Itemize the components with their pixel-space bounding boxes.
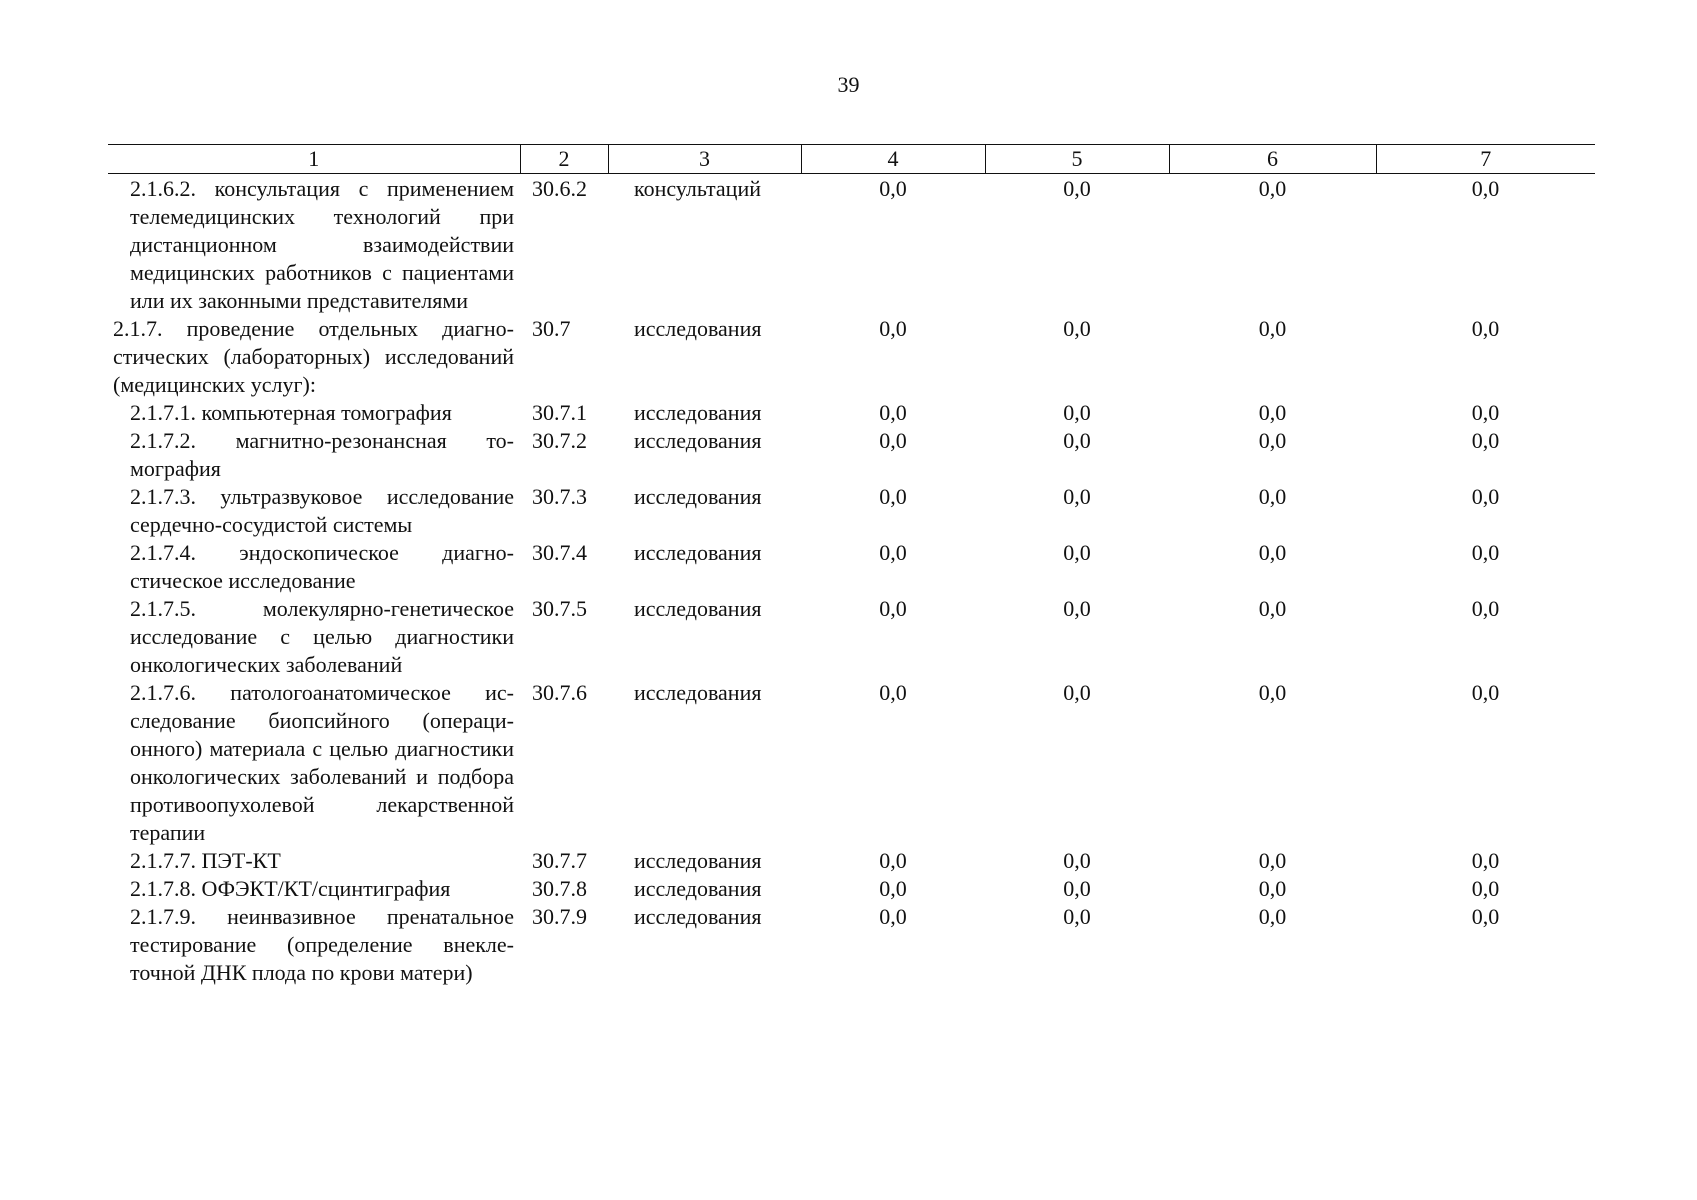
row-value-6: 0,0 xyxy=(1258,484,1287,509)
row-value-6: 0,0 xyxy=(1258,596,1287,621)
row-name: 2.1.7.5. молекулярно-генетическое исследование с целью диагностики онкологических заболеваний xyxy=(130,596,514,677)
row-unit: исследования xyxy=(634,540,762,565)
column-header-1: 1 xyxy=(108,145,520,174)
table-header-row xyxy=(108,145,1595,174)
row-unit: консультаций xyxy=(634,176,761,201)
row-name: 2.1.7.9. неинвазивное пренатальное тестирование (определение внеклеточной ДНК плода по крови матери) xyxy=(130,904,514,985)
row-value-7: 0,0 xyxy=(1471,484,1500,509)
row-code: 30.7 xyxy=(532,316,571,341)
row-value-4: 0,0 xyxy=(879,316,907,341)
row-value-4: 0,0 xyxy=(879,876,907,901)
row-code: 30.7.3 xyxy=(532,484,587,509)
row-value-5: 0,0 xyxy=(1063,904,1091,929)
row-code: 30.7.6 xyxy=(532,680,587,705)
row-name: 2.1.7.3. ультразвуковое исследование сердечно-сосудистой системы xyxy=(130,484,514,537)
column-header-2: 2 xyxy=(520,145,608,174)
table-row xyxy=(108,399,1595,427)
row-value-5: 0,0 xyxy=(1063,596,1091,621)
table-row xyxy=(108,539,1595,595)
row-name: 2.1.7.2. магнитно-резонансная томография xyxy=(130,428,514,481)
row-value-6: 0,0 xyxy=(1258,876,1287,901)
row-code: 30.7.8 xyxy=(532,876,587,901)
row-code: 30.7.5 xyxy=(532,596,587,621)
row-value-4: 0,0 xyxy=(879,540,907,565)
row-value-5: 0,0 xyxy=(1063,540,1091,565)
data-table xyxy=(108,144,1595,987)
row-value-5: 0,0 xyxy=(1063,876,1091,901)
row-value-7: 0,0 xyxy=(1471,904,1500,929)
row-name: 2.1.7.7. ПЭТ-КТ xyxy=(130,848,281,873)
row-unit: исследования xyxy=(634,904,762,929)
row-value-4: 0,0 xyxy=(879,904,907,929)
row-value-5: 0,0 xyxy=(1063,428,1091,453)
row-value-5: 0,0 xyxy=(1063,848,1091,873)
row-value-4: 0,0 xyxy=(879,680,907,705)
row-value-7: 0,0 xyxy=(1471,316,1500,341)
row-unit: исследования xyxy=(634,428,762,453)
table-row xyxy=(108,595,1595,679)
row-value-6: 0,0 xyxy=(1258,428,1287,453)
table-body xyxy=(108,174,1595,988)
row-code: 30.6.2 xyxy=(532,176,587,201)
column-header-5: 5 xyxy=(985,145,1169,174)
row-value-6: 0,0 xyxy=(1258,680,1287,705)
row-value-6: 0,0 xyxy=(1258,904,1287,929)
row-unit: исследования xyxy=(634,484,762,509)
row-value-7: 0,0 xyxy=(1471,428,1500,453)
row-unit: исследования xyxy=(634,876,762,901)
row-code: 30.7.1 xyxy=(532,400,587,425)
row-value-7: 0,0 xyxy=(1471,176,1500,201)
row-code: 30.7.7 xyxy=(532,848,587,873)
row-value-7: 0,0 xyxy=(1471,680,1500,705)
row-value-5: 0,0 xyxy=(1063,400,1091,425)
column-header-6: 6 xyxy=(1169,145,1376,174)
row-unit: исследования xyxy=(634,848,762,873)
page-number: 39 xyxy=(837,72,860,97)
row-value-7: 0,0 xyxy=(1471,596,1500,621)
table-row xyxy=(108,847,1595,875)
row-value-5: 0,0 xyxy=(1063,484,1091,509)
row-value-7: 0,0 xyxy=(1471,400,1500,425)
row-value-4: 0,0 xyxy=(879,176,907,201)
table-row xyxy=(108,903,1595,987)
row-unit: исследования xyxy=(634,596,762,621)
row-code: 30.7.9 xyxy=(532,904,587,929)
column-header-7: 7 xyxy=(1376,145,1595,174)
column-header-3: 3 xyxy=(608,145,801,174)
row-code: 30.7.4 xyxy=(532,540,587,565)
row-name: 2.1.7.4. эндоскопическое диагностическое исследование xyxy=(130,540,514,593)
row-unit: исследования xyxy=(634,400,762,425)
row-unit: исследования xyxy=(634,316,762,341)
row-value-5: 0,0 xyxy=(1063,316,1091,341)
row-value-6: 0,0 xyxy=(1258,316,1287,341)
table-row xyxy=(108,427,1595,483)
row-value-6: 0,0 xyxy=(1258,848,1287,873)
row-value-4: 0,0 xyxy=(879,848,907,873)
row-name: 2.1.7. проведение отдельных диагностических (лабораторных) исследований (медицинских услуг): xyxy=(113,316,514,397)
row-value-6: 0,0 xyxy=(1258,176,1287,201)
row-value-7: 0,0 xyxy=(1471,848,1500,873)
row-code: 30.7.2 xyxy=(532,428,587,453)
row-value-7: 0,0 xyxy=(1471,876,1500,901)
table-row xyxy=(108,483,1595,539)
row-value-4: 0,0 xyxy=(879,428,907,453)
row-value-5: 0,0 xyxy=(1063,176,1091,201)
row-value-6: 0,0 xyxy=(1258,400,1287,425)
row-value-4: 0,0 xyxy=(879,400,907,425)
table-row xyxy=(108,679,1595,847)
table-row xyxy=(108,875,1595,903)
table-row xyxy=(108,174,1595,316)
row-name: 2.1.7.1. компьютерная томография xyxy=(130,400,452,425)
row-unit: исследования xyxy=(634,680,762,705)
row-value-4: 0,0 xyxy=(879,484,907,509)
row-name: 2.1.7.6. патологоанатомическое исследование биопсийного (операционного) материала с целью диагностики онкологических заболеваний и подбора противоопухолевой лекарственной терапии xyxy=(130,680,514,845)
row-value-5: 0,0 xyxy=(1063,680,1091,705)
table-row xyxy=(108,315,1595,399)
row-name: 2.1.7.8. ОФЭКТ/КТ/сцинтиграфия xyxy=(130,876,451,901)
row-value-7: 0,0 xyxy=(1471,540,1500,565)
row-value-4: 0,0 xyxy=(879,596,907,621)
column-header-4: 4 xyxy=(801,145,985,174)
row-value-6: 0,0 xyxy=(1258,540,1287,565)
row-name: 2.1.6.2. консультация с применением телемедицинских технологий при дистанционном взаимодействии медицинских работников с пациентами или их законными представителями xyxy=(130,176,514,313)
data-table-container xyxy=(108,144,1595,987)
